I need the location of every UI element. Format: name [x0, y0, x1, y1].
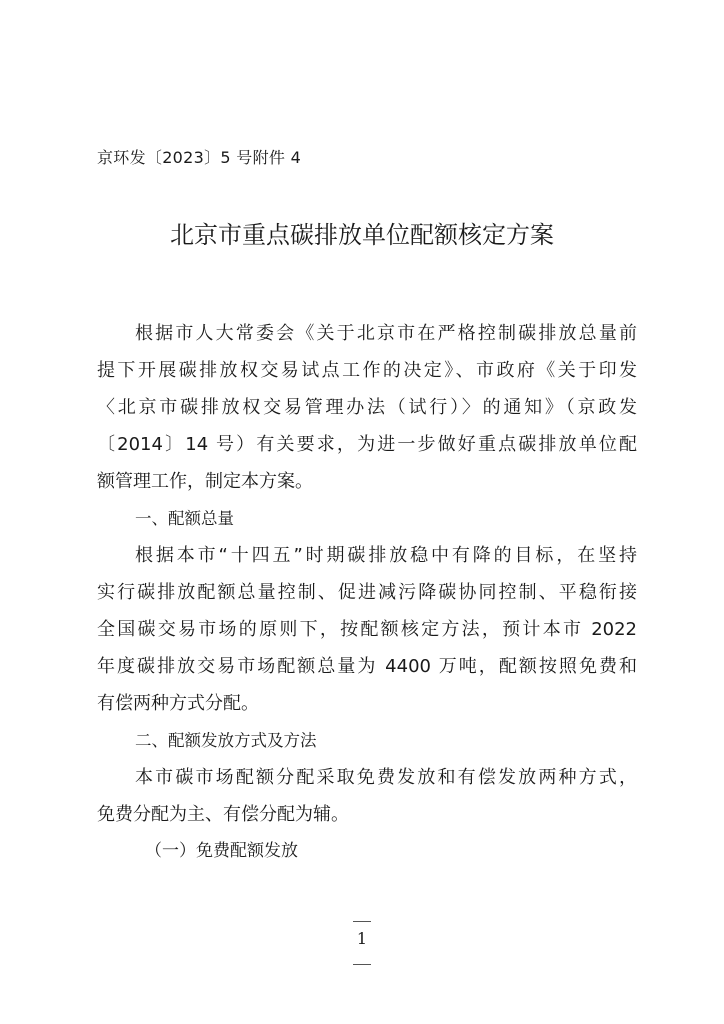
paragraph-quota-line-3: 全国碳交易市场的原则下，按配额核定方法，预计本市 2022 [97, 619, 637, 640]
paragraph-intro-line-4: 〔2014〕14 号）有关要求，为进一步做好重点碳排放单位配 [97, 434, 637, 455]
paragraph-issuance-line-2: 免费分配为主、有偿分配为辅。 [97, 804, 349, 825]
document-body [97, 315, 637, 870]
paragraph-quota-line-2: 实行碳排放配额总量控制、促进减污降碳协同控制、平稳衔接 [97, 582, 637, 603]
document-number: 京环发〔2023〕5 号附件 4 [97, 148, 302, 167]
paragraph-issuance-line-1: 本市碳市场配额分配采取免费发放和有偿发放两种方式， [135, 767, 637, 788]
paragraph-intro-line-2: 提下开展碳排放权交易试点工作的决定》、市政府《关于印发 [97, 360, 637, 381]
section-heading-quota-total: 一、配额总量 [135, 509, 234, 528]
footer-dash-top [353, 921, 371, 922]
paragraph-quota-line-1: 根据本市“十四五”时期碳排放稳中有降的目标，在坚持 [135, 545, 637, 566]
paragraph-intro-line-5: 额管理工作，制定本方案。 [97, 471, 313, 492]
subsection-heading-free-allocation: （一）免费配额发放 [145, 841, 298, 861]
page-number: 1 [356, 929, 368, 948]
page-footer [0, 921, 724, 965]
document-title: 北京市重点碳排放单位配额核定方案 [170, 221, 554, 249]
section-heading-issuance-methods: 二、配额发放方式及方法 [135, 731, 317, 750]
paragraph-quota-line-4: 年度碳排放交易市场配额总量为 4400 万吨，配额按照免费和 [97, 656, 637, 677]
footer-dash-bottom [353, 964, 371, 965]
paragraph-intro-line-1: 根据市人大常委会《关于北京市在严格控制碳排放总量前 [135, 323, 637, 344]
paragraph-intro-line-3: 〈北京市碳排放权交易管理办法（试行）〉的通知》（京政发 [97, 397, 637, 418]
paragraph-quota-line-5: 有偿两种方式分配。 [97, 693, 259, 714]
